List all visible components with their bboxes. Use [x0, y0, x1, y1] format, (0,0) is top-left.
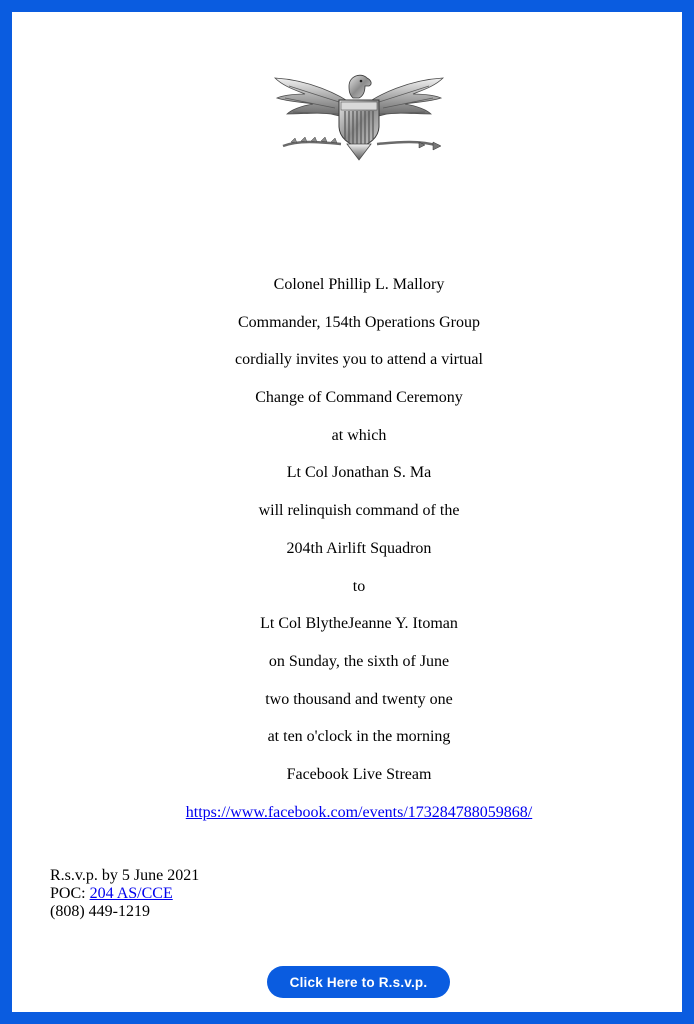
- colonel-eagle-insignia-icon: [269, 64, 449, 164]
- event-name: Change of Command Ceremony: [255, 389, 463, 407]
- poc-line: [50, 885, 199, 903]
- event-link-line: [24, 802, 694, 840]
- event-time: at ten o'clock in the morning: [267, 728, 451, 746]
- host-title: Commander, 154th Operations Group: [238, 313, 480, 331]
- outgoing-commander: Lt Col Jonathan S. Ma: [286, 464, 432, 482]
- host-name: Colonel Phillip L. Mallory: [273, 276, 445, 293]
- poc-phone: (808) 449-1219: [50, 903, 150, 920]
- rsvp-button[interactable]: Click Here to R.s.v.p.: [267, 966, 450, 998]
- rsvp-deadline: R.s.v.p. by 5 June 2021: [50, 867, 200, 884]
- incoming-commander: Lt Col BlytheJeanne Y. Itoman: [260, 615, 458, 633]
- invitation-body: [24, 274, 694, 839]
- unit-name: 204th Airlift Squadron: [286, 539, 432, 557]
- event-year: two thousand and twenty one: [265, 690, 453, 708]
- poc-link[interactable]: 204 AS/CCE: [89, 885, 173, 902]
- rsvp-details: [50, 867, 199, 921]
- facebook-event-link[interactable]: https://www.facebook.com/events/173284788059868/: [185, 803, 533, 821]
- poc-label: POC:: [50, 885, 90, 902]
- invite-connector: at which: [331, 426, 387, 444]
- invite-phrase: cordially invites you to attend a virtual: [235, 351, 483, 369]
- event-date: on Sunday, the sixth of June: [268, 652, 450, 670]
- relinquish-phrase: will relinquish command of the: [258, 502, 460, 520]
- to-connector: to: [352, 577, 366, 595]
- event-venue: Facebook Live Stream: [286, 765, 432, 783]
